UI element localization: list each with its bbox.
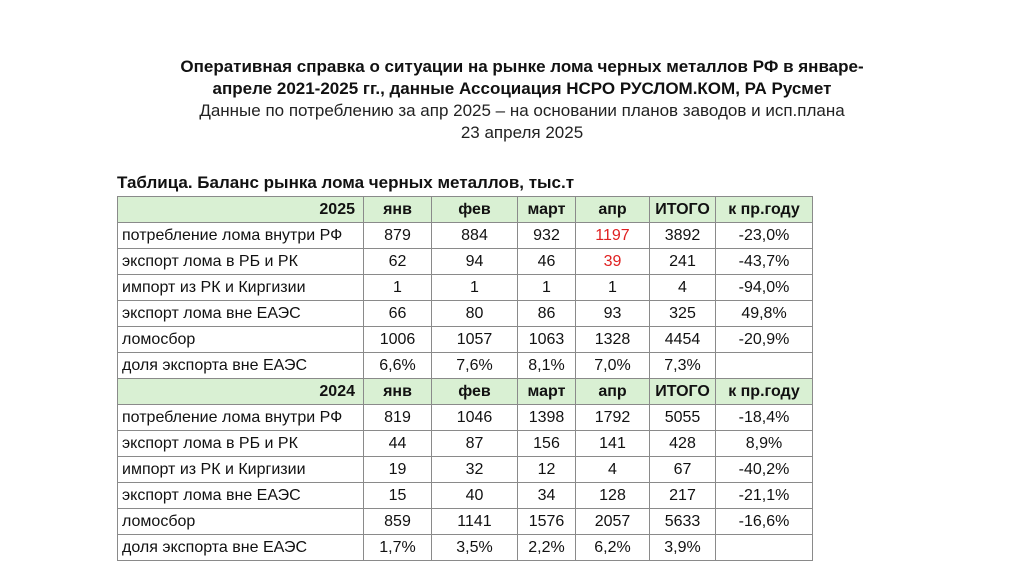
table-cell: 879 <box>364 223 432 249</box>
table-cell: 1046 <box>432 405 518 431</box>
table-cell: 932 <box>518 223 576 249</box>
report-date: 23 апреля 2025 <box>460 123 584 142</box>
table-row <box>118 483 813 509</box>
table-row <box>118 457 813 483</box>
section-year-header: 2025 <box>118 197 364 223</box>
table-cell: -43,7% <box>716 249 813 275</box>
table-cell: 217 <box>650 483 716 509</box>
table-caption: Таблица. Баланс рынка лома черных металлов, тыс.т <box>117 173 575 192</box>
table-cell: 4 <box>650 275 716 301</box>
section-header-row <box>118 197 813 223</box>
table-row <box>118 535 813 561</box>
table-cell: 428 <box>650 431 716 457</box>
table-cell: 15 <box>364 483 432 509</box>
table-cell: 1057 <box>432 327 518 353</box>
column-header: апр <box>576 379 650 405</box>
table-cell: 1,7% <box>364 535 432 561</box>
table-cell: 1792 <box>576 405 650 431</box>
table-cell: 884 <box>432 223 518 249</box>
table-cell: 12 <box>518 457 576 483</box>
table-cell: 67 <box>650 457 716 483</box>
table-cell: 80 <box>432 301 518 327</box>
table-cell: 8,1% <box>518 353 576 379</box>
table-cell: -16,6% <box>716 509 813 535</box>
scrap-balance-table <box>117 196 813 561</box>
table-cell: 325 <box>650 301 716 327</box>
table-cell: 7,0% <box>576 353 650 379</box>
table-cell: 2057 <box>576 509 650 535</box>
row-label: импорт из РК и Киргизии <box>118 457 364 483</box>
table-cell: 94 <box>432 249 518 275</box>
table-cell: 5633 <box>650 509 716 535</box>
table-cell: 3,9% <box>650 535 716 561</box>
column-header: март <box>518 197 576 223</box>
table-cell: -94,0% <box>716 275 813 301</box>
row-label: экспорт лома вне ЕАЭС <box>118 483 364 509</box>
table-cell: 39 <box>576 249 650 275</box>
column-header: март <box>518 379 576 405</box>
table-cell: 40 <box>432 483 518 509</box>
column-header: янв <box>364 197 432 223</box>
table-cell: -20,9% <box>716 327 813 353</box>
table-cell: 8,9% <box>716 431 813 457</box>
table-cell: 128 <box>576 483 650 509</box>
column-header: ИТОГО <box>650 197 716 223</box>
table-cell <box>716 535 813 561</box>
column-header: янв <box>364 379 432 405</box>
row-label: экспорт лома в РБ и РК <box>118 431 364 457</box>
table-cell: 4 <box>576 457 650 483</box>
table-cell: 7,3% <box>650 353 716 379</box>
table-cell: -18,4% <box>716 405 813 431</box>
table-cell: 87 <box>432 431 518 457</box>
table-cell: 1 <box>364 275 432 301</box>
column-header: фев <box>432 379 518 405</box>
row-label: экспорт лома вне ЕАЭС <box>118 301 364 327</box>
table-cell: 241 <box>650 249 716 275</box>
report-heading <box>100 56 944 144</box>
column-header: к пр.году <box>716 197 813 223</box>
table-cell: 34 <box>518 483 576 509</box>
row-label: ломосбор <box>118 509 364 535</box>
table-cell: 46 <box>518 249 576 275</box>
table-cell: 1398 <box>518 405 576 431</box>
row-label: доля экспорта вне ЕАЭС <box>118 535 364 561</box>
table-cell: 1141 <box>432 509 518 535</box>
section-header-row <box>118 379 813 405</box>
report-title-line-1: Оперативная справка о ситуации на рынке лома черных металлов РФ в январе- <box>180 57 864 76</box>
table-cell: 7,6% <box>432 353 518 379</box>
table-row <box>118 223 813 249</box>
table-cell: 3,5% <box>432 535 518 561</box>
table-cell: 156 <box>518 431 576 457</box>
table-cell: 62 <box>364 249 432 275</box>
table-cell: 1 <box>518 275 576 301</box>
column-header: апр <box>576 197 650 223</box>
table-cell: 1576 <box>518 509 576 535</box>
table-cell: 19 <box>364 457 432 483</box>
table-cell: 86 <box>518 301 576 327</box>
table-cell: 1197 <box>576 223 650 249</box>
table-row <box>118 327 813 353</box>
table-row <box>118 405 813 431</box>
table-cell: -21,1% <box>716 483 813 509</box>
column-header: ИТОГО <box>650 379 716 405</box>
table-cell: 49,8% <box>716 301 813 327</box>
table-cell: 2,2% <box>518 535 576 561</box>
row-label: импорт из РК и Киргизии <box>118 275 364 301</box>
table-row <box>118 249 813 275</box>
table-cell: 859 <box>364 509 432 535</box>
table-cell: 141 <box>576 431 650 457</box>
table-cell: -23,0% <box>716 223 813 249</box>
table-cell: 5055 <box>650 405 716 431</box>
table-cell: 6,6% <box>364 353 432 379</box>
table-row <box>118 301 813 327</box>
column-header: фев <box>432 197 518 223</box>
row-label: потребление лома внутри РФ <box>118 223 364 249</box>
table-row <box>118 509 813 535</box>
table-cell: 1328 <box>576 327 650 353</box>
table-cell: 1 <box>576 275 650 301</box>
table-cell: 93 <box>576 301 650 327</box>
table-cell: 3892 <box>650 223 716 249</box>
table-cell: 1006 <box>364 327 432 353</box>
table-cell <box>716 353 813 379</box>
row-label: доля экспорта вне ЕАЭС <box>118 353 364 379</box>
row-label: экспорт лома в РБ и РК <box>118 249 364 275</box>
table-cell: -40,2% <box>716 457 813 483</box>
table-row <box>118 431 813 457</box>
table-row <box>118 275 813 301</box>
row-label: потребление лома внутри РФ <box>118 405 364 431</box>
table-cell: 32 <box>432 457 518 483</box>
table-cell: 44 <box>364 431 432 457</box>
table-cell: 4454 <box>650 327 716 353</box>
table-cell: 6,2% <box>576 535 650 561</box>
row-label: ломосбор <box>118 327 364 353</box>
table-cell: 66 <box>364 301 432 327</box>
table-row <box>118 353 813 379</box>
section-year-header: 2024 <box>118 379 364 405</box>
column-header: к пр.году <box>716 379 813 405</box>
report-title-line-2: апреле 2021-2025 гг., данные Ассоциация НСРО РУСЛОМ.КОМ, РА Русмет <box>212 79 832 98</box>
table-cell: 1 <box>432 275 518 301</box>
report-subtitle: Данные по потреблению за апр 2025 – на основании планов заводов и исп.плана <box>199 101 845 120</box>
table-cell: 819 <box>364 405 432 431</box>
table-cell: 1063 <box>518 327 576 353</box>
